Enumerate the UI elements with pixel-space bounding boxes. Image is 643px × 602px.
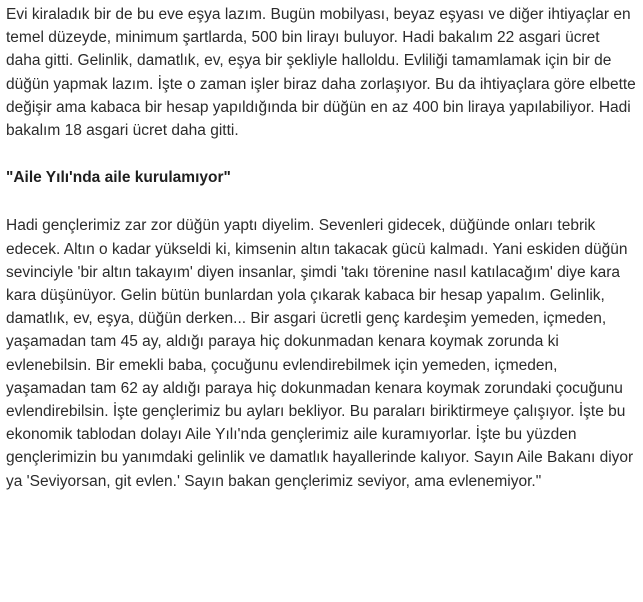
paragraph-spacer bbox=[6, 142, 638, 166]
paragraph-spacer bbox=[6, 189, 638, 214]
article-body bbox=[6, 3, 638, 493]
section-heading: "Aile Yılı'nda aile kurulamıyor" bbox=[6, 169, 231, 187]
paragraph-housing-costs: Evi kiraladık bir de bu eve eşya lazım. Bugün mobilyası, beyaz eşyası ve diğer ihtiyaçlar en temel düzeyde, minimum şartlarda, 500 bin lirayı buluyor. Hadi bakalım 22 asgari ücret daha gitti. Gelinlik, damatlık, ev, eşya bir şekliyle halloldu. Evliliği tamamlamak için bir de düğün yapmak lazım. İşte o zaman işler biraz daha zorlaşıyor. Bu da ihtiyaçlara göre elbette değişir ama kabaca bir hesap yapıldığında bir düğün en az 400 bin liraya yapılabiliyor. Hadi bakalım 18 asgari ücret daha gitti. bbox=[6, 6, 636, 140]
paragraph-wedding-costs: Hadi gençlerimiz zar zor düğün yaptı diyelim. Sevenleri gidecek, düğünde onları tebrik edecek. Altın o kadar yükseldi ki, kimsenin altın takacak gücü kalmadı. Yani eskiden düğün sevinciyle 'bir altın takayım' diyen insanlar, şimdi 'takı törenine nasıl katılacağım' diye kara kara düşünüyor. Gelin bütün bunlardan yola çıkarak kabaca bir hesap yapalım. Gelinlik, damatlık, ev, eşya, düğün derken... Bir asgari ücretli genç kardeşim yemeden, içmeden, yaşamadan tam 45 ay, aldığı paraya hiç dokunmadan kenara koymak zorunda ki evlenebilsin. Bir emekli baba, çocuğunu evlendirebilmek için yemeden, içmeden, yaşamadan tam 62 ay aldığı paraya hiç dokunmadan kenara koymak zorundaki çocuğunu evlendirebilsin. İşte gençlerimiz bu ayları bekliyor. Bu paraları biriktirmeye çalışıyor. İşte bu ekonomik tablodan dolayı Aile Yılı'nda gençlerimiz aile kuramıyorlar. İşte bu yüzden gençlerimizin bu yanımdaki gelinlik ve damatlık hayallerinde kalıyor. Sayın Aile Bakanı diyor ya 'Seviyorsan, git evlen.' Sayın bakan gençlerimiz seviyor, ama evlenemiyor." bbox=[6, 217, 634, 490]
